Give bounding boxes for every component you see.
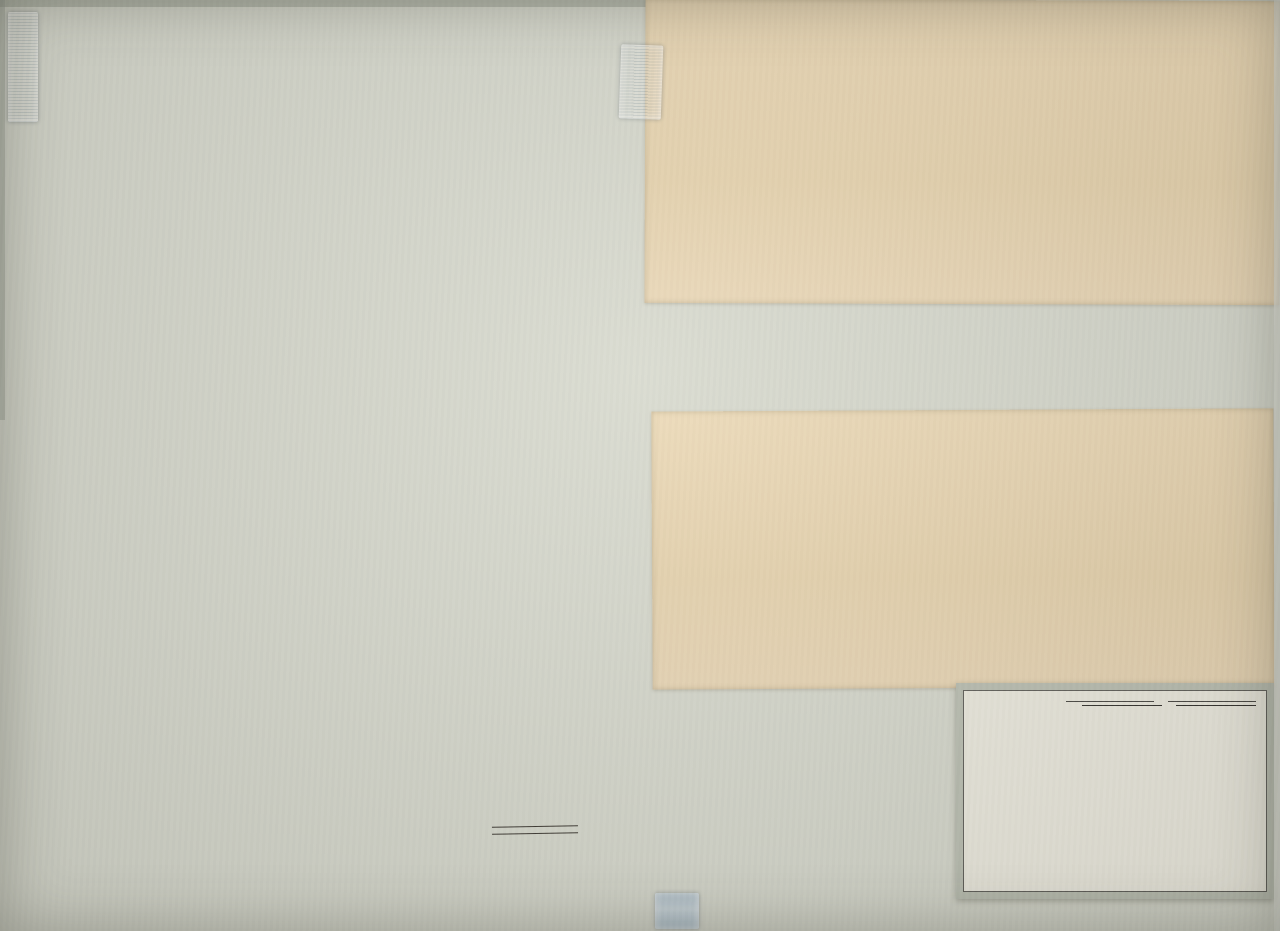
site-plan-road-mark bbox=[492, 825, 578, 834]
plan-paper-lower bbox=[651, 408, 1274, 689]
headline bbox=[48, 28, 633, 116]
plan-paper-upper bbox=[644, 0, 1280, 305]
contributions-table-panel bbox=[956, 683, 1274, 899]
table-total-row bbox=[974, 705, 1256, 708]
tape-bottom bbox=[655, 893, 699, 929]
ground-floor-plan bbox=[644, 0, 1280, 305]
article-column-5 bbox=[663, 687, 793, 893]
photo-edge-left bbox=[0, 0, 5, 420]
article-column-2 bbox=[203, 279, 344, 537]
article-column-4 bbox=[484, 279, 608, 535]
photo-edge-top bbox=[0, 0, 650, 7]
typical-floor-plan bbox=[651, 408, 1274, 689]
article-column-3 bbox=[352, 279, 479, 533]
table-header-row bbox=[974, 700, 1256, 702]
tape-top-middle bbox=[619, 44, 664, 119]
table-header-1955 bbox=[1066, 700, 1154, 702]
paper-edge-right bbox=[1274, 0, 1280, 931]
table-header-1956 bbox=[1168, 700, 1256, 702]
article-column-1 bbox=[55, 279, 196, 911]
site-plan-drawing bbox=[205, 535, 490, 857]
plans-caption bbox=[958, 302, 1228, 304]
total-value-1955 bbox=[1082, 705, 1162, 708]
article-column-6 bbox=[800, 687, 931, 893]
tape-top-left bbox=[8, 12, 38, 122]
total-value-1956 bbox=[1176, 705, 1256, 708]
contributions-table bbox=[963, 690, 1267, 892]
